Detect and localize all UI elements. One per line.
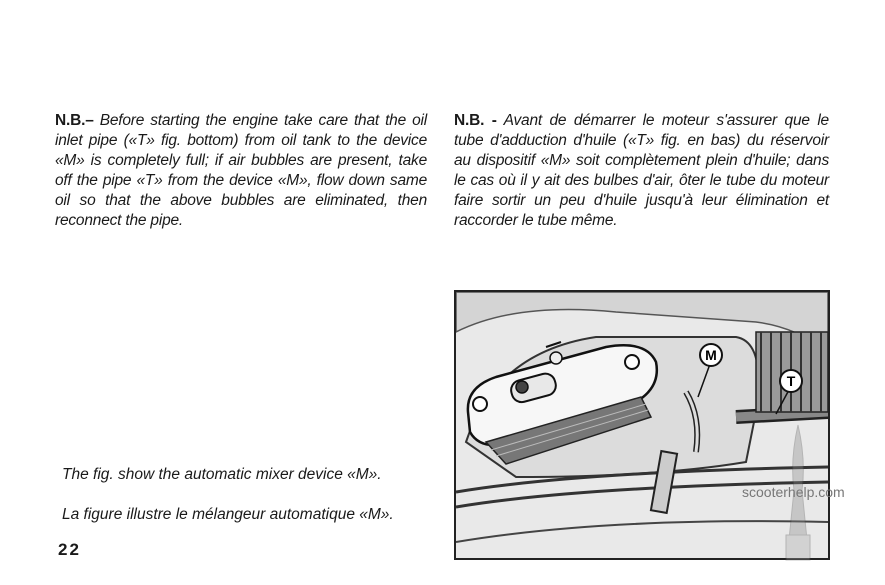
french-note-body: Avant de démarrer le moteur s'assurer que le tube d'adduction d'huile («T» fig. en bas) du réservoir au dispositif «M» soit complètement plein d'huile; dans le cas où il y ait des bulbes d'air, ôter le tube du moteur faire sortir un peu d'huile jusqu'à leur élimination et raccorder le tube même.	[454, 112, 829, 229]
english-note	[55, 111, 427, 231]
mixer-device-figure	[454, 290, 830, 560]
label-t-marker	[780, 370, 802, 392]
french-note	[454, 111, 829, 231]
english-note-lead: N.B.–	[55, 112, 94, 129]
label-t-text: T	[786, 373, 796, 389]
french-caption: La figure illustre le mélangeur automatique «M».	[62, 506, 394, 523]
mixer-device-illustration	[456, 292, 828, 558]
english-caption: The fig. show the automatic mixer device «M».	[62, 466, 382, 483]
label-m-marker	[700, 344, 722, 366]
watermark-text: scooterhelp.com	[742, 484, 845, 500]
label-m-text: M	[705, 347, 717, 363]
page-number: 22	[58, 540, 81, 559]
french-note-lead: N.B. -	[454, 112, 497, 129]
english-note-body: Before starting the engine take care that the oil inlet pipe («T» fig. bottom) from oil tank to the device «M» is completely full; if air bubbles are present, take off the pipe «T» from the device «M», flow down same oil so that the above bubbles are eliminated, then reconnect the pipe.	[55, 112, 427, 229]
